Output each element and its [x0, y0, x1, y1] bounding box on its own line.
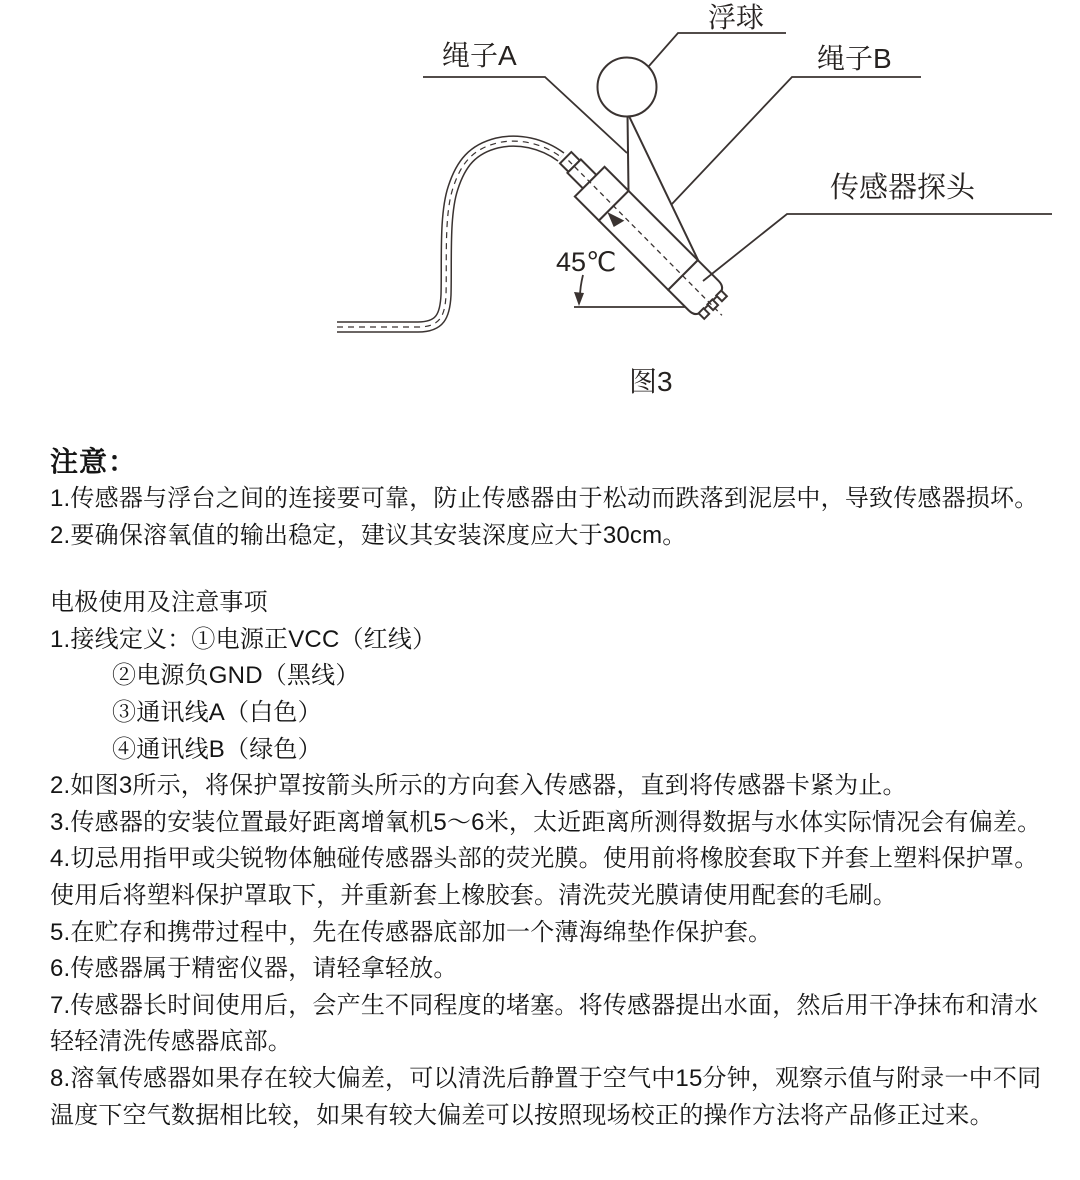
leader-sensor-probe — [703, 214, 1052, 281]
text-line: 4.切忌用指甲或尖锐物体触碰传感器头部的荧光膜。使用前将橡胶套取下并套上塑料保护罩。 — [50, 845, 1039, 873]
text-line: 3.传感器的安装位置最好距离增氧机5～6米，太近距离所测得数据与水体实际情况会有偏差。 — [50, 808, 1042, 836]
rope-a-line — [628, 114, 629, 191]
label-rope-a: 绳子A — [442, 40, 517, 71]
text-line: 温度下空气数据相比较，如果有较大偏差可以按照现场校正的操作方法将产品修正过来。 — [50, 1101, 994, 1129]
angle-dim-arrowhead — [574, 292, 584, 306]
text-line: 2.要确保溶氧值的输出稳定，建议其安装深度应大于30cm。 — [50, 521, 687, 549]
text-line: 电极使用及注意事项 — [50, 589, 268, 617]
text-line: 2.如图3所示，将保护罩按箭头所示的方向套入传感器，直到将传感器卡紧为止。 — [50, 772, 907, 800]
label-angle: 45℃ — [556, 247, 617, 277]
notes-text-block — [50, 443, 1050, 1134]
label-rope-b: 绳子B — [817, 43, 892, 74]
text-line: 轻轻清洗传感器底部。 — [50, 1028, 292, 1056]
installation-diagram — [0, 0, 1080, 430]
text-line: ③通讯线A（白色） — [112, 698, 322, 726]
text-line: 使用后将塑料保护罩取下，并重新套上橡胶套。清洗荧光膜请使用配套的毛刷。 — [50, 881, 897, 909]
sensor-cable-core — [337, 141, 561, 327]
label-sensor-probe: 传感器探头 — [830, 172, 976, 204]
text-line: 1.传感器与浮台之间的连接要可靠，防止传感器由于松动而跌落到泥层中，导致传感器损坏。 — [50, 485, 1039, 512]
text-line: ④通讯线B（绿色） — [112, 735, 322, 763]
text-line: 8.溶氧传感器如果存在较大偏差，可以清洗后静置于空气中15分钟，观察示值与附录一中不同 — [50, 1064, 1042, 1092]
label-float-ball: 浮球 — [708, 2, 765, 33]
text-line: 7.传感器长时间使用后，会产生不同程度的堵塞。将传感器提出水面，然后用干净抹布和清水 — [50, 991, 1039, 1019]
leader-float-ball — [649, 33, 786, 66]
notes-heading: 注意： — [50, 446, 138, 477]
text-line: 1.接线定义：①电源正VCC（红线） — [50, 625, 437, 653]
figure-caption: 图3 — [629, 366, 673, 397]
text-line: ②电源负GND（黑线） — [112, 662, 360, 690]
text-line: 5.在贮存和携带过程中，先在传感器底部加一个薄海绵垫作保护套。 — [50, 918, 773, 946]
text-line: 6.传感器属于精密仪器，请轻拿轻放。 — [50, 955, 458, 983]
float-ball — [598, 58, 657, 117]
text-line — [50, 554, 1050, 585]
